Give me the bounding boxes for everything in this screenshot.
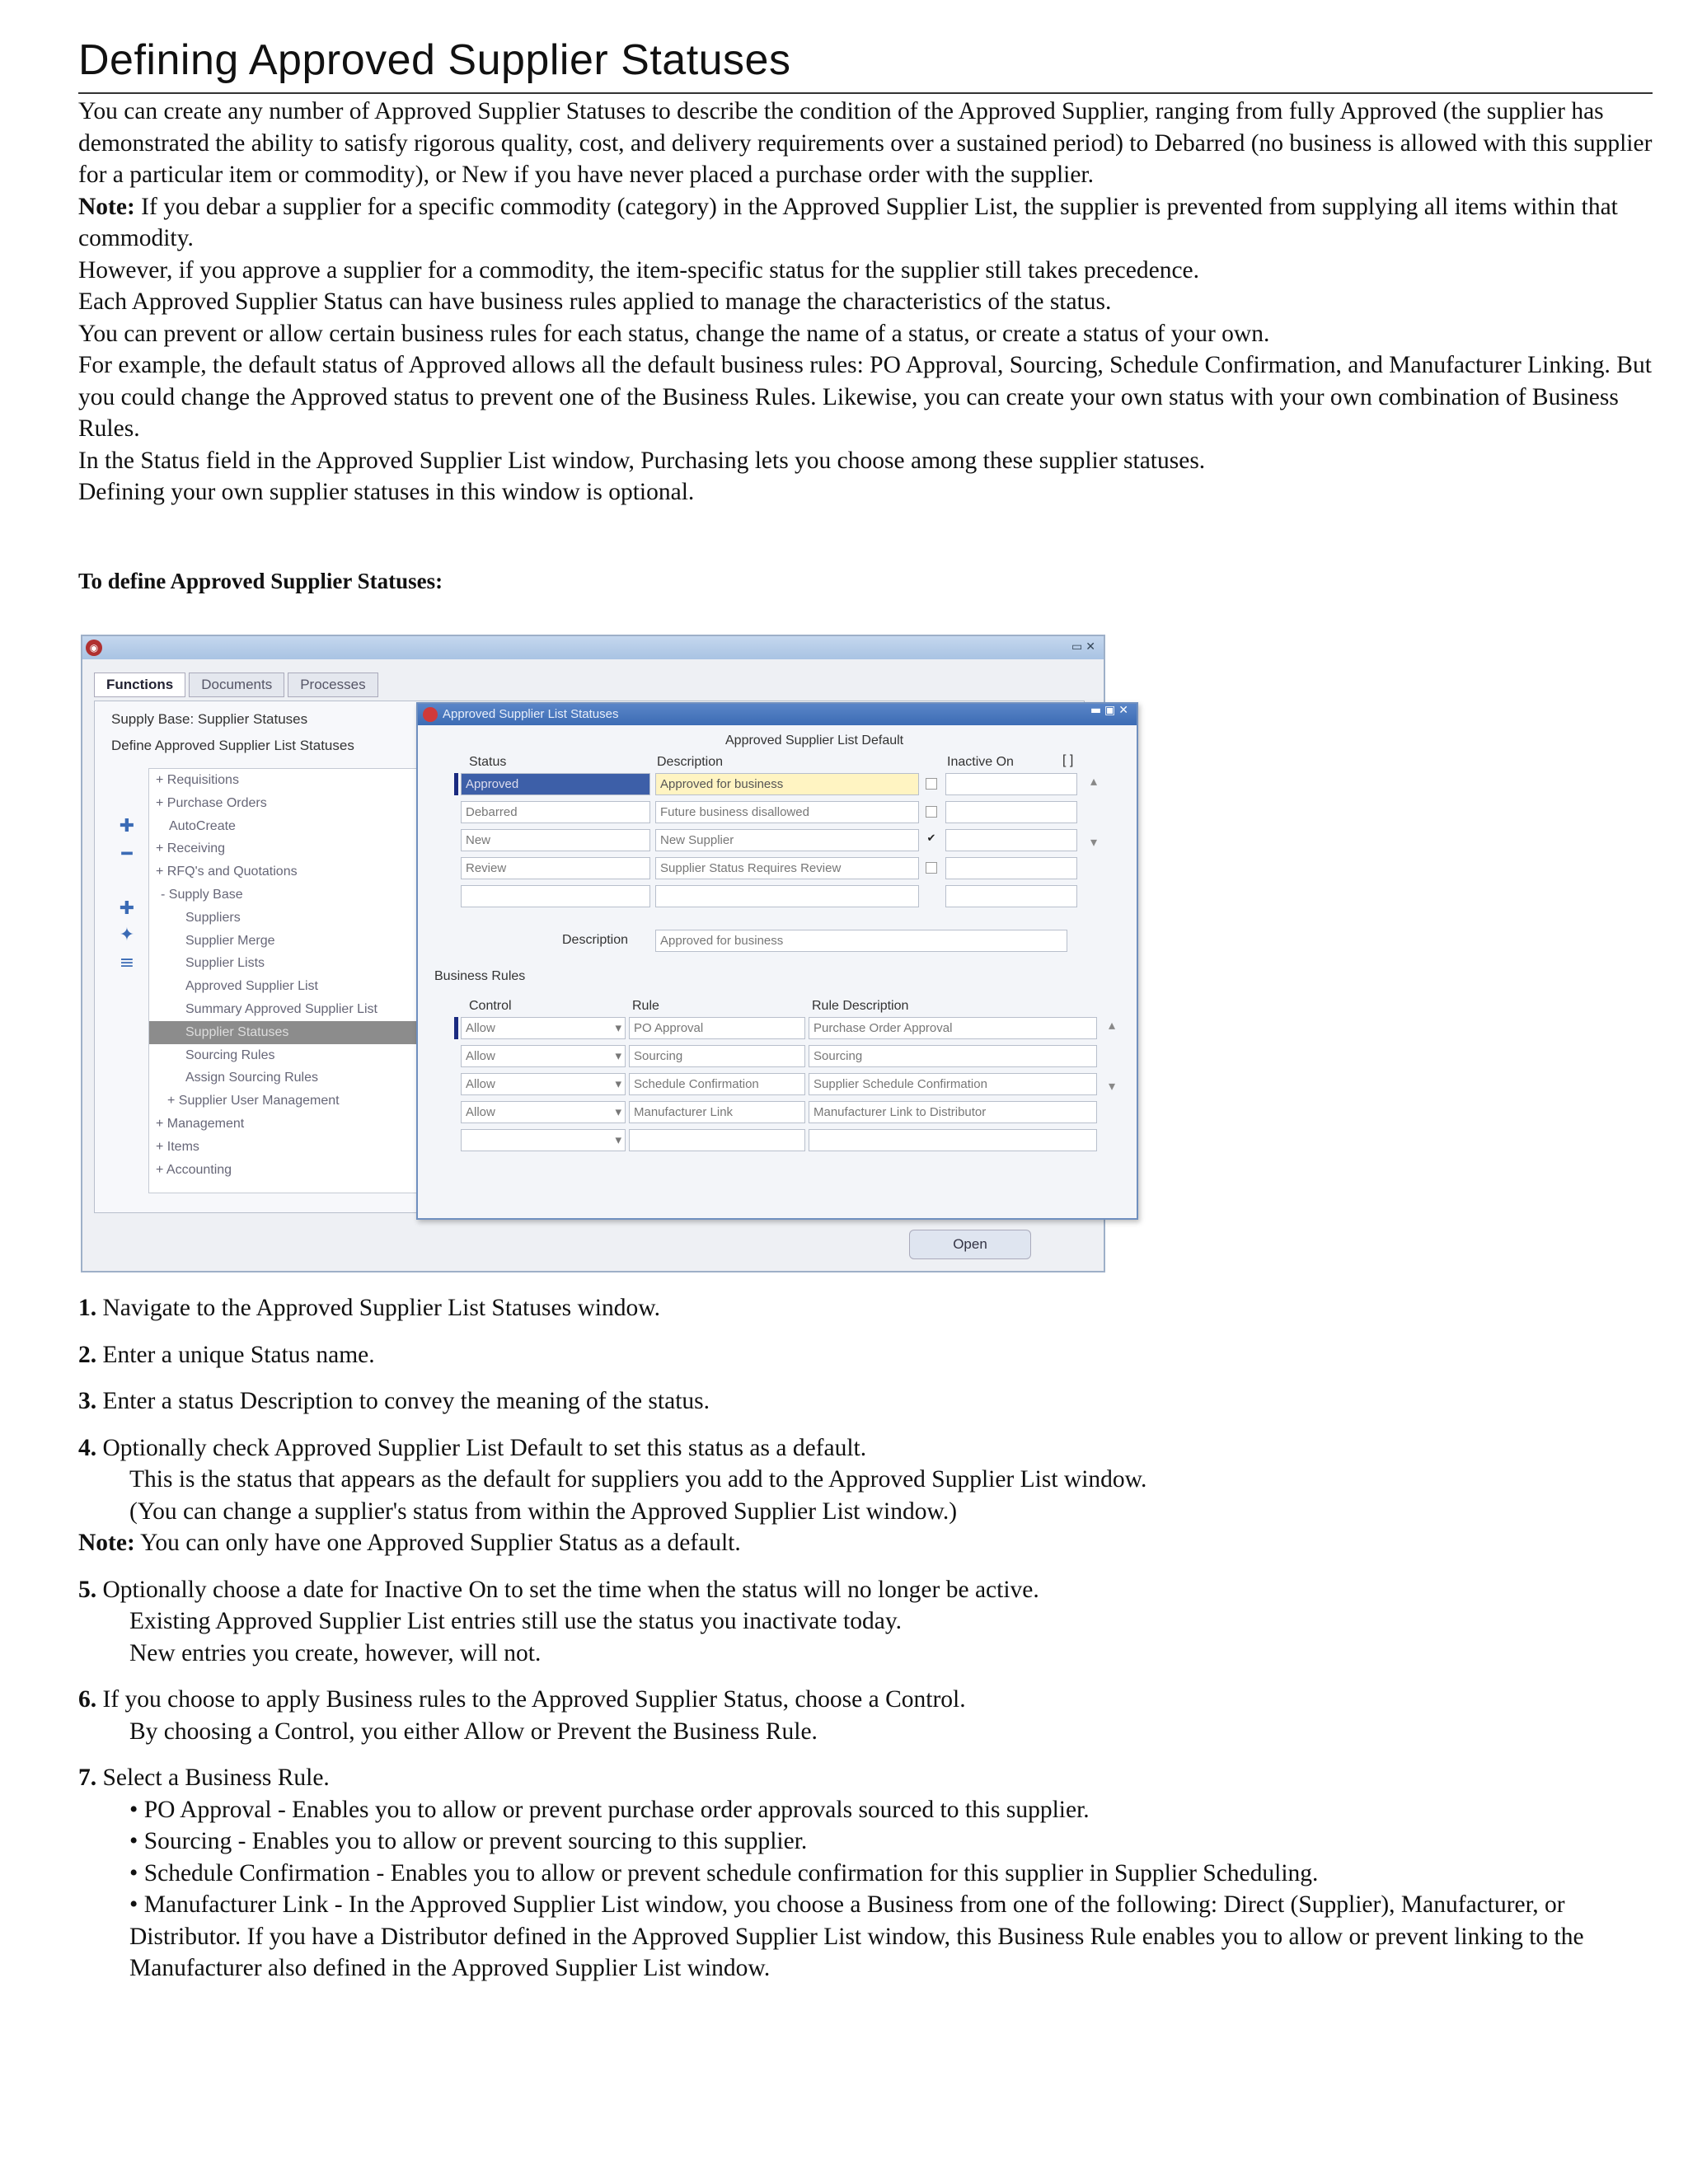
tree-item-supplier-user-mgmt[interactable]: + Supplier User Management — [167, 1094, 340, 1108]
inactive-column-header: Inactive On — [947, 755, 1014, 769]
dialog-logo-icon — [423, 707, 438, 722]
rule-cell[interactable]: PO Approval — [629, 1017, 805, 1039]
procedure-steps — [78, 1292, 1653, 1999]
control-value: Allow — [466, 1105, 495, 1119]
title-rule — [78, 92, 1653, 94]
default-checkbox[interactable]: ✔ — [926, 832, 936, 845]
step-4 — [78, 1432, 1653, 1559]
status-cell-empty[interactable] — [461, 885, 650, 907]
description-cell[interactable]: Supplier Status Requires Review — [655, 857, 919, 879]
step-detail: This is the status that appears as the default for suppliers you add to the Approved Supplier List window. — [129, 1466, 1147, 1493]
description-column-header: Description — [657, 755, 724, 769]
control-value: Allow — [466, 1021, 495, 1035]
tab-documents[interactable]: Documents — [189, 673, 284, 697]
step-1 — [78, 1292, 1653, 1324]
tab-processes[interactable]: Processes — [288, 673, 377, 697]
step-detail: By choosing a Control, you either Allow or Prevent the Business Rule. — [129, 1718, 818, 1745]
business-rules-heading: Business Rules — [434, 969, 526, 983]
intro-paragraph: However, if you approve a supplier for a commodity, the item-specific status for the supplier still takes precedence. — [78, 256, 1200, 284]
step-text: Enter a unique Status name. — [96, 1341, 375, 1368]
dropdown-icon[interactable]: ▾ — [615, 1105, 621, 1119]
default-checkbox[interactable] — [926, 778, 937, 790]
step-text: Optionally check Approved Supplier List Default to set this status as a default. — [96, 1434, 867, 1461]
description-cell[interactable]: Future business disallowed — [655, 801, 919, 823]
tree-toggle-icon[interactable]: ≡ — [119, 953, 135, 973]
statuses-dialog — [416, 702, 1138, 1220]
folder-icon[interactable]: [ ] — [1062, 753, 1074, 767]
tree-item-supplier-statuses[interactable]: Supplier Statuses — [149, 1021, 495, 1044]
tree-item-receiving[interactable]: + Receiving — [156, 841, 226, 856]
step-number: 7. — [78, 1765, 97, 1791]
description-cell-empty[interactable] — [655, 885, 919, 907]
intro-paragraph: In the Status field in the Approved Supplier List window, Purchasing lets you choose among these supplier statuses. — [78, 447, 1206, 474]
expand-all-icon[interactable]: ✚ — [119, 898, 135, 919]
dropdown-icon[interactable]: ▾ — [615, 1021, 621, 1035]
status-cell[interactable]: Approved — [461, 773, 650, 795]
step-number: 6. — [78, 1686, 97, 1713]
intro-note — [78, 191, 1653, 255]
scrollbar-icon[interactable]: ▴ ▾ — [1090, 775, 1098, 850]
control-select[interactable] — [461, 1101, 626, 1123]
intro-paragraph: Defining your own supplier statuses in this window is optional. — [78, 479, 695, 505]
intro-section — [78, 96, 1653, 509]
window-controls[interactable]: ▭✕ — [1071, 640, 1099, 654]
note-text: You can only have one Approved Supplier Status as a default. — [134, 1530, 741, 1556]
tree-item-supplier-merge[interactable]: Supplier Merge — [185, 933, 275, 948]
control-select-empty[interactable] — [461, 1129, 626, 1151]
description-field[interactable]: Approved for business — [655, 930, 1067, 952]
tree-item-approved-supplier-list[interactable]: Approved Supplier List — [185, 979, 318, 994]
status-column-header: Status — [469, 755, 507, 769]
procedure-heading: To define Approved Supplier Statuses: — [78, 569, 443, 593]
current-rule-indicator — [454, 1017, 458, 1039]
step-6 — [78, 1684, 1653, 1747]
rule-description-column-header: Rule Description — [812, 999, 909, 1013]
function-path-label: Supply Base: Supplier Statuses — [111, 711, 308, 727]
inactive-on-cell[interactable] — [945, 773, 1077, 795]
rule-description-cell[interactable]: Manufacturer Link to Distributor — [809, 1101, 1097, 1123]
step-text: Optionally choose a date for Inactive On to set the time when the status will no longer be active. — [96, 1576, 1039, 1603]
step-text: Select a Business Rule. — [96, 1765, 330, 1791]
tree-item-management[interactable]: + Management — [156, 1116, 245, 1131]
document-page — [78, 0, 1653, 1981]
default-checkbox[interactable] — [926, 862, 937, 874]
rule-column-header: Rule — [632, 999, 659, 1013]
inactive-on-cell-empty[interactable] — [945, 885, 1077, 907]
tree-item-accounting[interactable]: + Accounting — [156, 1162, 232, 1177]
bullet-schedule-confirmation: • Schedule Confirmation - Enables you to allow or prevent schedule confirmation for this supplier in Supplier Scheduling. — [129, 1859, 1319, 1886]
default-checkbox[interactable] — [926, 806, 937, 818]
control-select[interactable] — [461, 1017, 626, 1039]
tree-item-requisitions[interactable]: + Requisitions — [156, 773, 239, 787]
tree-item-rfqs[interactable]: + RFQ's and Quotations — [156, 865, 298, 879]
note-label: Note: — [78, 1530, 135, 1556]
tree-item-supply-base[interactable]: - Supply Base — [161, 887, 243, 902]
bullet-po-approval: • PO Approval - Enables you to allow or prevent purchase order approvals sourced to this supplier. — [129, 1796, 1090, 1823]
rule-description-cell[interactable]: Purchase Order Approval — [809, 1017, 1097, 1039]
step-number: 3. — [78, 1388, 97, 1414]
rule-cell[interactable]: Schedule Confirmation — [629, 1073, 805, 1095]
step-detail: (You can change a supplier's status from within the Approved Supplier List window.) — [129, 1497, 958, 1525]
description-label: Description — [562, 933, 629, 947]
oracle-logo-icon: ◉ — [86, 640, 102, 656]
step-number: 1. — [78, 1295, 97, 1321]
step-note — [78, 1527, 1653, 1559]
page-title: Defining Approved Supplier Statuses — [78, 36, 791, 84]
rule-cell-empty[interactable] — [629, 1129, 805, 1151]
control-value: Allow — [466, 1077, 495, 1091]
control-select[interactable] — [461, 1045, 626, 1067]
step-number: 2. — [78, 1341, 97, 1368]
inactive-on-cell[interactable] — [945, 857, 1077, 879]
step-3 — [78, 1385, 1653, 1418]
rule-cell[interactable]: Manufacturer Link — [629, 1101, 805, 1123]
step-number: 4. — [78, 1434, 97, 1461]
navigator-tabs — [94, 673, 382, 697]
control-select[interactable] — [461, 1073, 626, 1095]
control-column-header: Control — [469, 999, 512, 1013]
note-text: If you debar a supplier for a specific commodity (category) in the Approved Supplier List, the supplier is prevented from supplying all items within that commodity. — [78, 193, 1618, 251]
function-name-label: Define Approved Supplier List Statuses — [111, 738, 354, 753]
navigator-titlebar — [82, 636, 1104, 659]
rule-description-cell[interactable]: Supplier Schedule Confirmation — [809, 1073, 1097, 1095]
dialog-window-controls[interactable]: ▬▣✕ — [1090, 704, 1132, 717]
tree-item-items[interactable]: + Items — [156, 1139, 199, 1154]
tree-item-suppliers[interactable]: Suppliers — [185, 910, 241, 925]
dropdown-icon[interactable]: ▾ — [615, 1077, 621, 1091]
intro-paragraph: You can prevent or allow certain business rules for each status, change the name of a status, or create a status of your own. — [78, 320, 1270, 347]
step-7 — [78, 1762, 1653, 1985]
description-cell[interactable]: Approved for business — [655, 773, 919, 795]
tree-item-autocreate[interactable]: AutoCreate — [169, 818, 236, 833]
intro-paragraph: Each Approved Supplier Status can have business rules applied to manage the characteristics of the status. — [78, 288, 1112, 315]
dropdown-icon[interactable]: ▾ — [615, 1049, 621, 1063]
status-cell[interactable]: Review — [461, 857, 650, 879]
tree-item-supplier-lists[interactable]: Supplier Lists — [185, 956, 265, 971]
open-button[interactable]: Open — [909, 1230, 1031, 1259]
collapse-all-icon[interactable]: ✦ — [119, 925, 135, 945]
tree-item-purchase-orders[interactable]: + Purchase Orders — [156, 795, 267, 810]
step-2 — [78, 1339, 1653, 1371]
step-text: Navigate to the Approved Supplier List Statuses window. — [96, 1295, 660, 1321]
rule-cell[interactable]: Sourcing — [629, 1045, 805, 1067]
current-record-indicator — [454, 773, 458, 795]
collapse-icon[interactable]: ━ — [121, 844, 133, 865]
intro-paragraph: You can create any number of Approved Supplier Statuses to describe the condition of the Approved Supplier, ranging from fully Approved (the supplier has demonstrated the ability to satisfy rigorous quality, cost, and delivery requirements over a sustained period) to Debarred (no business is allowed with this supplier for a particular item or commodity), or New if you have never placed a purchase order with the supplier. — [78, 98, 1653, 188]
dialog-title: Approved Supplier List Statuses — [443, 707, 619, 721]
navigator-screenshot — [81, 635, 1138, 1276]
inactive-on-cell[interactable] — [945, 801, 1077, 823]
status-cell[interactable]: New — [461, 829, 650, 851]
step-5 — [78, 1574, 1653, 1670]
tree-item-sourcing-rules[interactable]: Sourcing Rules — [185, 1047, 275, 1062]
step-text: Enter a status Description to convey the meaning of the status. — [96, 1388, 710, 1414]
tree-item-summary-asl[interactable]: Summary Approved Supplier List — [185, 1001, 377, 1016]
note-label: Note: — [78, 193, 135, 220]
control-value: Allow — [466, 1049, 495, 1063]
inactive-on-cell[interactable] — [945, 829, 1077, 851]
asl-default-header: Approved Supplier List Default — [725, 733, 904, 748]
tab-functions[interactable]: Functions — [94, 673, 185, 697]
status-cell[interactable]: Debarred — [461, 801, 650, 823]
bullet-sourcing: • Sourcing - Enables you to allow or prevent sourcing to this supplier. — [129, 1828, 808, 1854]
dropdown-icon[interactable]: ▾ — [615, 1133, 621, 1147]
step-detail: New entries you create, however, will not. — [129, 1639, 542, 1666]
bullet-manufacturer-link: • Manufacturer Link - In the Approved Supplier List window, you choose a Business from one of the following: Direct (Supplier), Manufacturer, or Distributor. If you have a Distributor defined in the Approved Supplier List window, this Business Rule enables you to allow or prevent linking to the Manufacturer also defined in the Approved Supplier List window. — [129, 1891, 1584, 1981]
rule-description-cell-empty[interactable] — [809, 1129, 1097, 1151]
dialog-titlebar — [418, 704, 1137, 725]
tree-item-assign-sourcing-rules[interactable]: Assign Sourcing Rules — [185, 1071, 318, 1085]
rule-description-cell[interactable]: Sourcing — [809, 1045, 1097, 1067]
step-text: If you choose to apply Business rules to the Approved Supplier Status, choose a Control. — [96, 1686, 966, 1713]
rules-scrollbar-icon[interactable]: ▴ ▾ — [1109, 1019, 1116, 1094]
description-cell[interactable]: New Supplier — [655, 829, 919, 851]
intro-paragraph: For example, the default status of Approved allows all the default business rules: PO Approval, Sourcing, Schedule Confirmation, and Manufacturer Linking. But you could change the Approved status to prevent one of the Business Rules. Likewise, you can create your own status with your own combination of Business Rules. — [78, 352, 1652, 442]
step-number: 5. — [78, 1576, 97, 1603]
expand-icon[interactable]: ✚ — [119, 816, 135, 837]
step-detail: Existing Approved Supplier List entries still use the status you inactivate today. — [129, 1608, 903, 1634]
